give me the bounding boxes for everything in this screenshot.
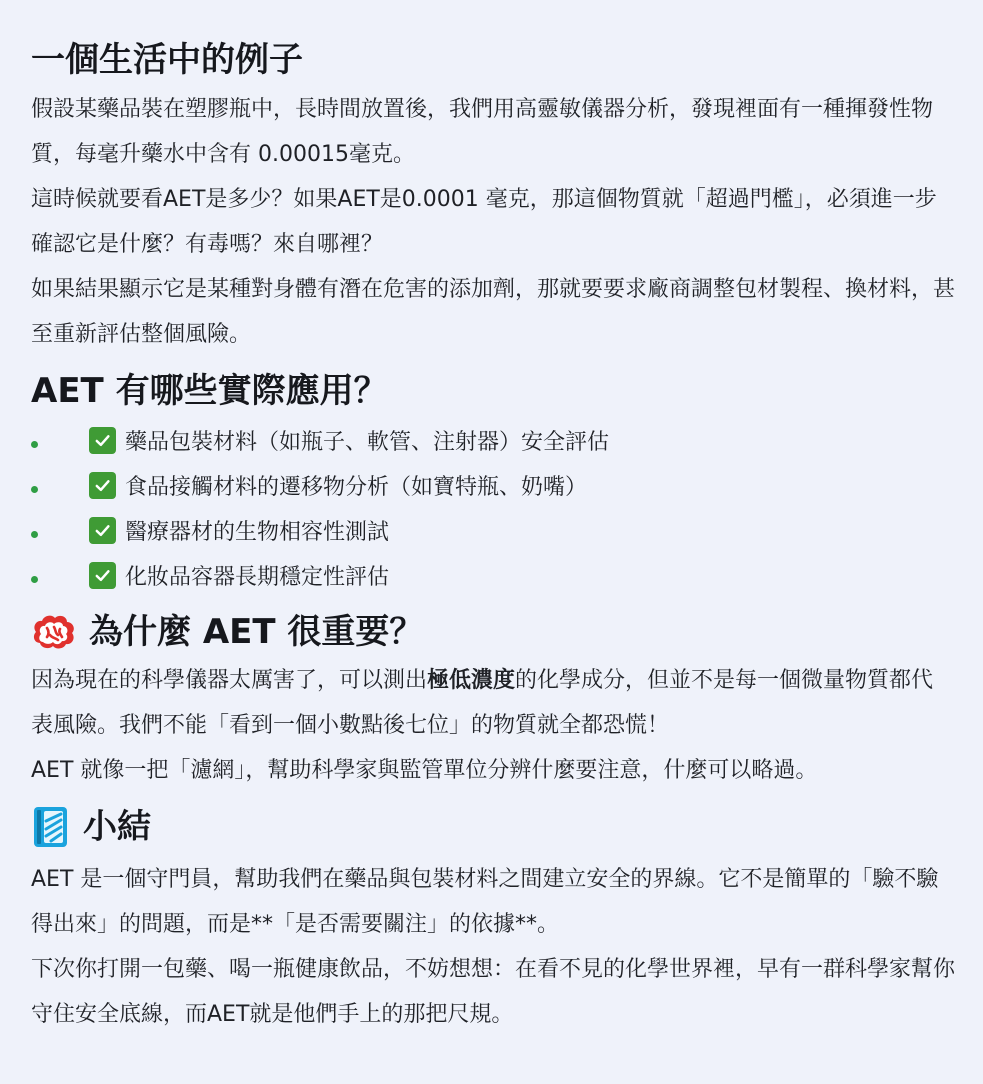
bullet-dot bbox=[31, 486, 38, 493]
list-item bbox=[31, 463, 955, 508]
section-title-importance: 為什麼 AET 很重要？ bbox=[89, 611, 424, 652]
checkmark-box-icon bbox=[89, 472, 116, 499]
section-title-applications: AET 有哪些實際應用？ bbox=[31, 370, 388, 411]
bullet-dot bbox=[31, 576, 38, 583]
importance-text-start: 因為現在的科學儀器太厲害了，可以測出 bbox=[31, 668, 428, 694]
importance-paragraph-2: AET 就像一把「濾網」，幫助科學家與監管單位分辨什麼要注意，什麼可以略過。 bbox=[31, 758, 818, 784]
list-item-label: 食品接觸材料的遷移物分析（如寶特瓶、奶嘴） bbox=[125, 474, 588, 500]
summary-paragraph-1: AET 是一個守門員，幫助我們在藥品與包裝材料之間建立安全的界線。它不是簡單的「驗不驗得出來」的問題，而是**「是否需要關注」的依據**。 bbox=[31, 867, 939, 938]
checkmark-box-icon bbox=[89, 517, 116, 544]
section-heading-importance bbox=[31, 612, 955, 653]
importance-emphasis: 極低濃度 bbox=[427, 668, 516, 694]
importance-paragraph-1 bbox=[31, 658, 955, 748]
notebook-icon bbox=[31, 805, 71, 849]
example-paragraph-3: 如果結果顯示它是某種對身體有潛在危害的添加劑，那就要要求廠商調整包材製程、換材料，甚至重新評估整個風險。 bbox=[31, 276, 956, 347]
example-paragraph-2: 這時候就要看AET是多少？如果AET是0.0001 毫克，那這個物質就「超過門檻」，必須進一步確認它是什麼？有毒嗎？來自哪裡？ bbox=[31, 186, 937, 257]
importance-text-end: 的化學成分，但並不是每一個微量物質都代表風險。我們不能「看到一個小數點後七位」的物質就全都恐慌！ bbox=[31, 668, 934, 739]
list-item-label: 藥品包裝材料（如瓶子、軟管、注射器）安全評估 bbox=[125, 429, 610, 455]
list-item bbox=[31, 553, 955, 598]
list-item-label: 化妝品容器長期穩定性評估 bbox=[125, 564, 390, 590]
checkmark-box-icon bbox=[89, 427, 116, 454]
section-title-example: 一個生活中的例子 bbox=[31, 40, 303, 80]
applications-list bbox=[31, 418, 955, 598]
exploding-head-icon bbox=[31, 613, 77, 651]
example-paragraph-1: 假設某藥品裝在塑膠瓶中，長時間放置後，我們用高靈敏儀器分析，發現裡面有一種揮發性物質，每毫升藥水中含有 0.00015毫克。 bbox=[31, 96, 934, 167]
section-title-summary: 小結 bbox=[83, 806, 151, 847]
bullet-dot bbox=[31, 531, 38, 538]
list-item bbox=[31, 508, 955, 553]
section-heading-summary bbox=[31, 805, 955, 849]
checkmark-box-icon bbox=[89, 562, 116, 589]
list-item bbox=[31, 418, 955, 463]
list-item-label: 醫療器材的生物相容性測試 bbox=[125, 519, 390, 545]
summary-paragraph-2: 下次你打開一包藥、喝一瓶健康飲品，不妨想想：在看不見的化學世界裡，早有一群科學家幫你守住安全底線，而AET就是他們手上的那把尺規。 bbox=[31, 957, 956, 1028]
bullet-dot bbox=[31, 441, 38, 448]
